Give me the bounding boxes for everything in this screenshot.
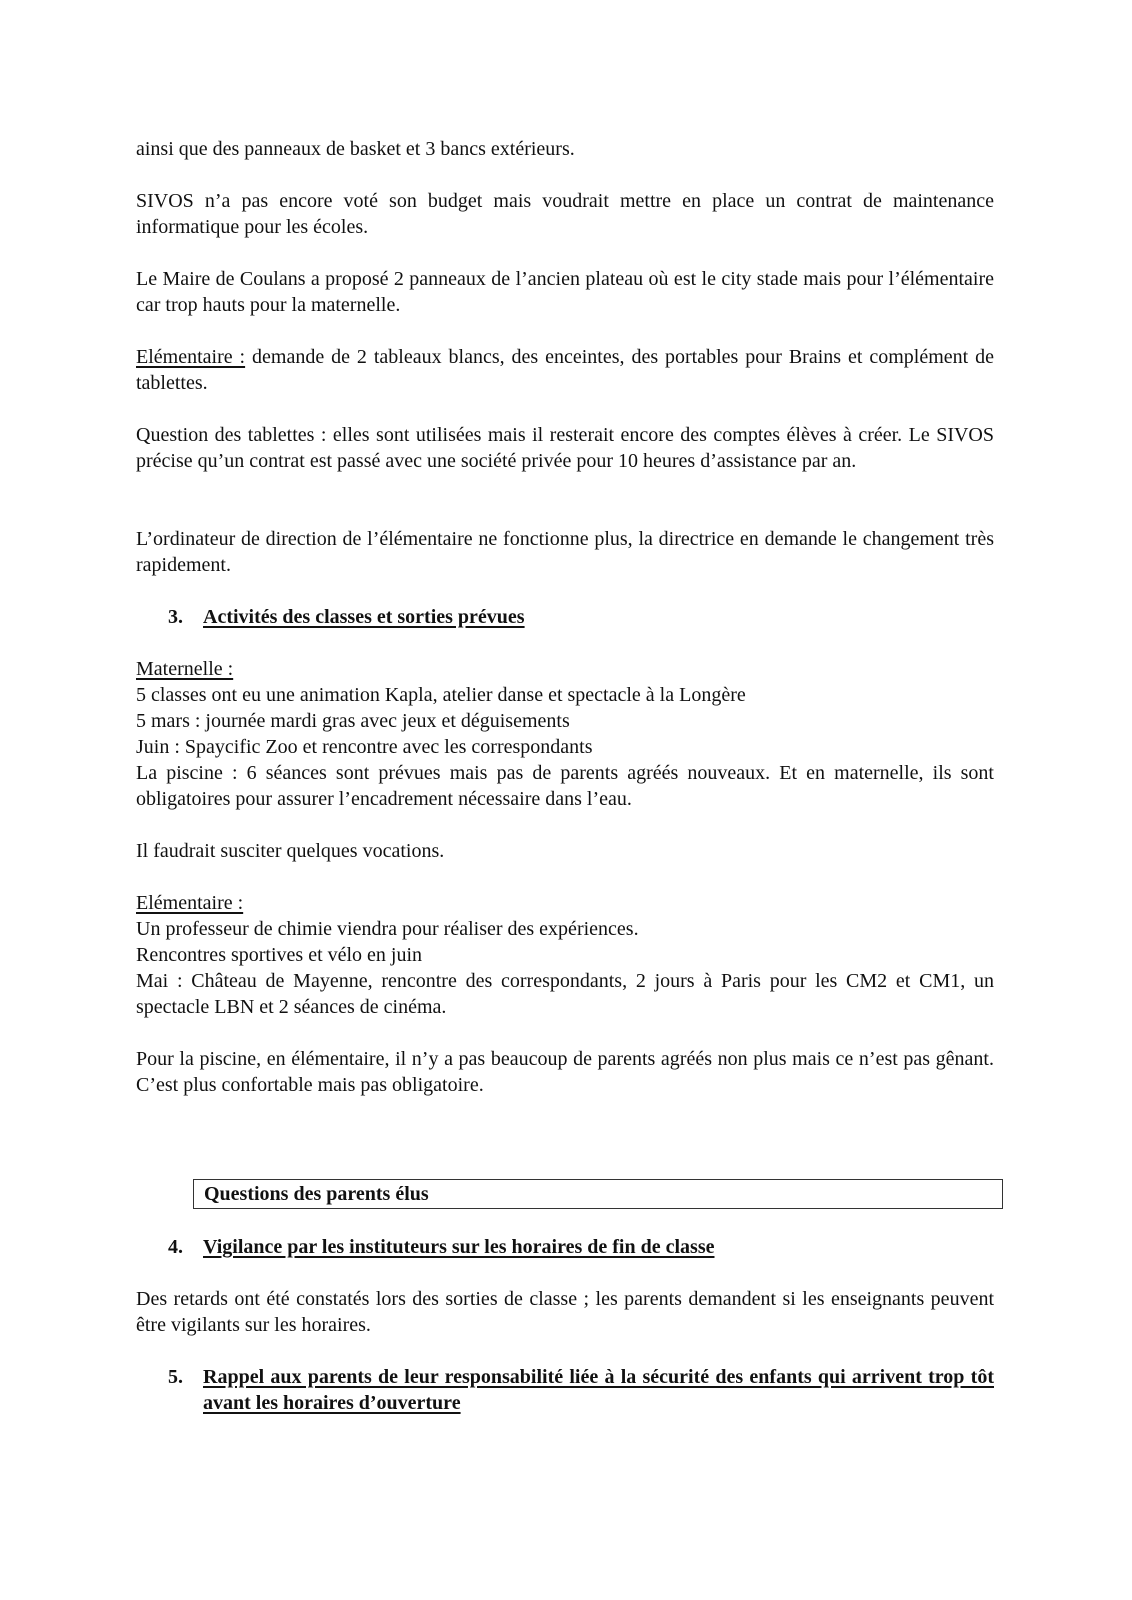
maternelle-line-3: Juin : Spaycific Zoo et rencontre avec les correspondants [136, 736, 593, 758]
maternelle-block [136, 656, 994, 812]
elementaire-line-1: Un professeur de chimie viendra pour réaliser des expériences. [136, 918, 639, 940]
paragraph-ordinateur-direction: L’ordinateur de direction de l’élémentaire ne fonctionne plus, la directrice en demande le changement très rapidement. [136, 528, 994, 576]
elementaire-block [136, 890, 994, 1020]
paragraph-retards: Des retards ont été constatés lors des sorties de classe ; les parents demandent si les enseignants peuvent être vigilants sur les horaires. [136, 1288, 994, 1336]
elementaire-activites-label: Elémentaire : [136, 892, 244, 914]
elementaire-mai: Mai : Château de Mayenne, rencontre des correspondants, 2 jours à Paris pour les CM2 et CM1, un spectacle LBN et 2 séances de cinéma. [136, 970, 994, 1018]
section-4-heading [168, 1234, 994, 1260]
section-3-title: Activités des classes et sorties prévues [203, 606, 525, 628]
maternelle-line-2: 5 mars : journée mardi gras avec jeux et déguisements [136, 710, 570, 732]
parents-questions-box: Questions des parents élus [193, 1179, 1003, 1209]
section-5-number: 5. [168, 1366, 183, 1388]
elementaire-label: Elémentaire : [136, 346, 246, 368]
section-4-number: 4. [168, 1236, 183, 1258]
elementaire-line-2: Rencontres sportives et vélo en juin [136, 944, 423, 966]
section-3-number: 3. [168, 606, 183, 628]
section-4-title: Vigilance par les instituteurs sur les horaires de fin de classe [203, 1236, 715, 1258]
section-5-heading [168, 1364, 994, 1416]
paragraph-bancs: ainsi que des panneaux de basket et 3 bancs extérieurs. [136, 138, 575, 160]
elementaire-demande-text: demande de 2 tableaux blancs, des enceintes, des portables pour Brains et complément de tablettes. [136, 346, 994, 394]
paragraph-maire-coulans: Le Maire de Coulans a proposé 2 panneaux de l’ancien plateau où est le city stade mais pour l’élémentaire car trop hauts pour la maternelle. [136, 268, 994, 316]
paragraph-vocations: Il faudrait susciter quelques vocations. [136, 840, 445, 862]
paragraph-elementaire-demande [136, 344, 994, 396]
maternelle-line-1: 5 classes ont eu une animation Kapla, atelier danse et spectacle à la Longère [136, 684, 746, 706]
section-3-heading [168, 604, 994, 630]
section-5-title: Rappel aux parents de leur responsabilité liée à la sécurité des enfants qui arrivent trop tôt avant les horaires d’ouverture [203, 1366, 994, 1414]
paragraph-tablettes: Question des tablettes : elles sont utilisées mais il resterait encore des comptes élèves à créer. Le SIVOS précise qu’un contrat est passé avec une société privée pour 10 heures d’assistance par an. [136, 424, 994, 472]
maternelle-label: Maternelle : [136, 658, 234, 680]
maternelle-piscine: La piscine : 6 séances sont prévues mais pas de parents agréés nouveaux. Et en maternelle, ils sont obligatoires pour assurer l’encadrement nécessaire dans l’eau. [136, 762, 994, 810]
paragraph-sivos-budget: SIVOS n’a pas encore voté son budget mais voudrait mettre en place un contrat de maintenance informatique pour les écoles. [136, 190, 994, 238]
paragraph-piscine-elementaire: Pour la piscine, en élémentaire, il n’y a pas beaucoup de parents agréés non plus mais ce n’est pas gênant. C’est plus confortable mais pas obligatoire. [136, 1048, 994, 1096]
